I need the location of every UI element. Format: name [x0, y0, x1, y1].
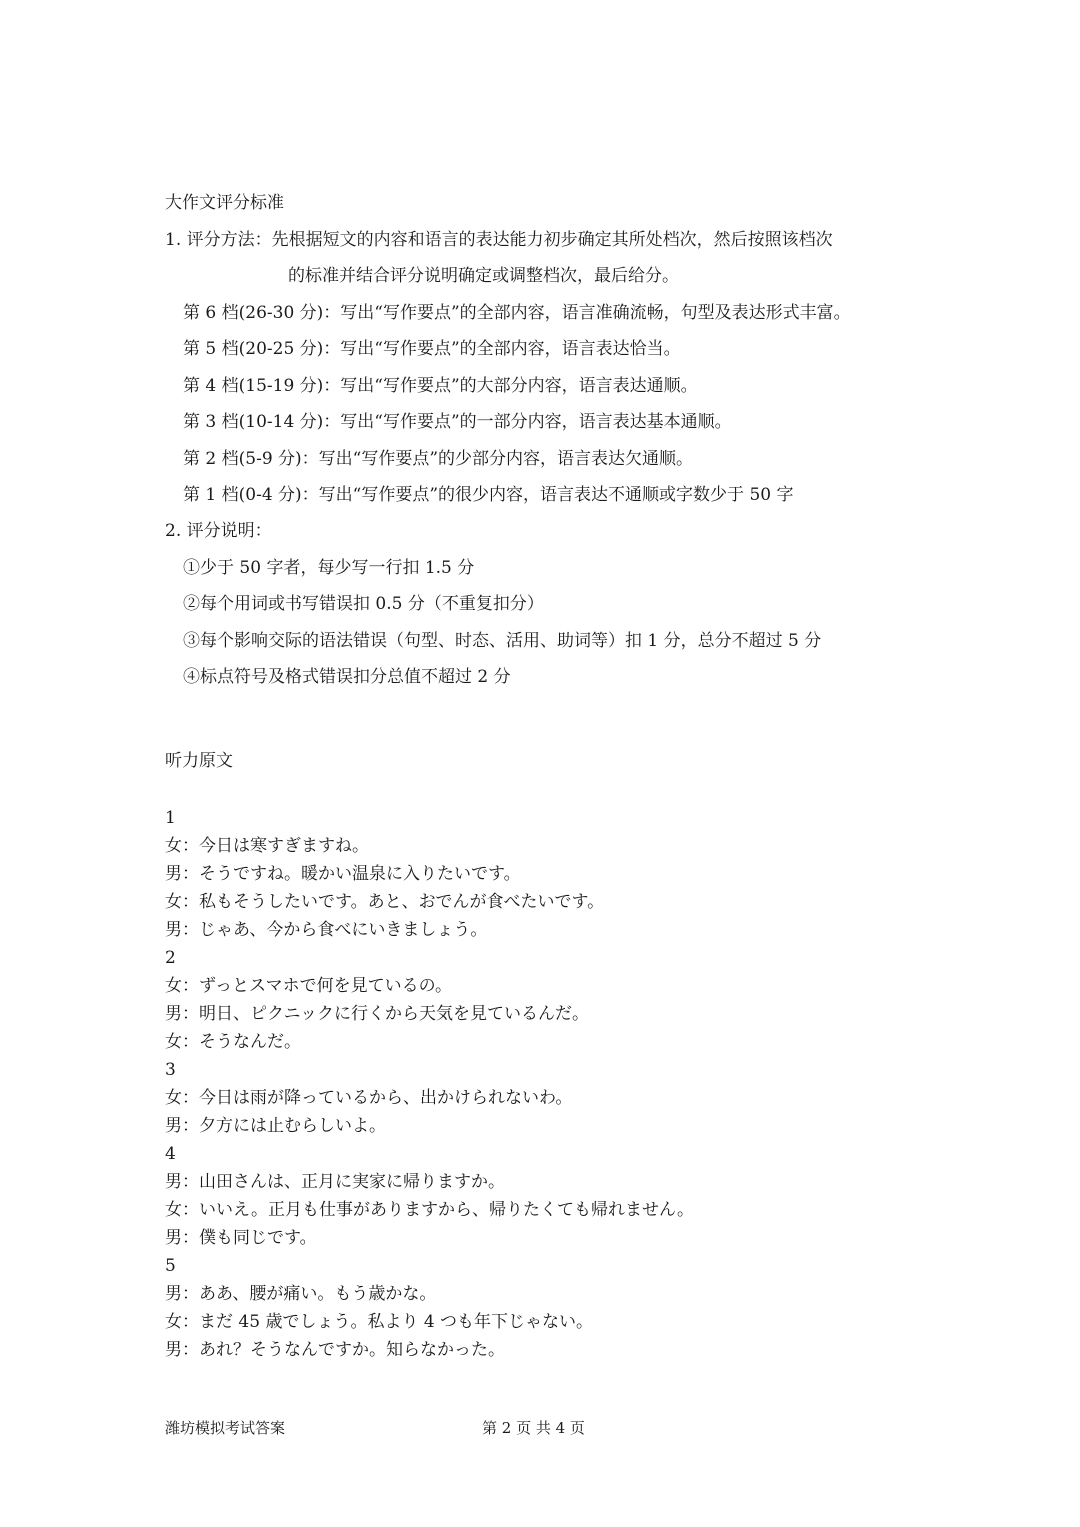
listening-title: 听力原文	[165, 751, 233, 771]
grade-5: 第 5 档(20-25 分)：写出“写作要点”的全部内容，语言表达恰当。	[183, 339, 681, 359]
grade-2: 第 2 档(5-9 分)：写出“写作要点”的少部分内容，语言表达欠通顺。	[183, 449, 694, 469]
listening-line: 4	[165, 1144, 176, 1164]
method-line-1: 1. 评分方法：先根据短文的内容和语言的表达能力初步确定其所处档次，然后按照该档次	[165, 230, 833, 250]
notes-title: 2. 评分说明：	[165, 521, 272, 541]
listening-line: 男：僕も同じです。	[165, 1228, 317, 1248]
listening-line: 男：夕方には止むらしいよ。	[165, 1116, 386, 1136]
listening-line: 女：今日は寒すぎますね。	[165, 836, 369, 856]
listening-line: 男：じゃあ、今から食べにいきましょう。	[165, 920, 488, 940]
note-2: ②每个用词或书写错误扣 0.5 分（不重复扣分）	[183, 594, 544, 614]
listening-line: 3	[165, 1060, 176, 1080]
note-4: ④标点符号及格式错误扣分总值不超过 2 分	[183, 667, 511, 687]
listening-line: 女：ずっとスマホで何を見ているの。	[165, 976, 452, 996]
listening-line: 1	[165, 808, 176, 828]
listening-line: 男：明日、ピクニックに行くから天気を見ているんだ。	[165, 1004, 589, 1024]
listening-line: 女：今日は雨が降っているから、出かけられないわ。	[165, 1088, 573, 1108]
page-number: 第 2 页 共 4 页	[482, 1419, 585, 1437]
listening-line: 男：山田さんは、正月に実家に帰りますか。	[165, 1172, 505, 1192]
grade-6: 第 6 档(26-30 分)：写出“写作要点”的全部内容，语言准确流畅，句型及表达形式丰富。	[183, 303, 851, 323]
listening-line: 2	[165, 948, 176, 968]
listening-line: 男：そうですね。暖かい温泉に入りたいです。	[165, 864, 521, 884]
listening-line: 女：まだ 45 歳でしょう。私より 4 つも年下じゃない。	[165, 1312, 594, 1332]
grade-1: 第 1 档(0-4 分)：写出“写作要点”的很少内容，语言表达不通顺或字数少于 50 字	[183, 485, 794, 505]
listening-line: 女：私もそうしたいです。あと、おでんが食べたいです。	[165, 892, 605, 912]
listening-line: 女：いいえ。正月も仕事がありますから、帰りたくても帰れません。	[165, 1200, 695, 1220]
note-3: ③每个影响交际的语法错误（句型、时态、活用、助词等）扣 1 分，总分不超过 5 分	[183, 631, 822, 651]
method-line-2: 的标准并结合评分说明确定或调整档次，最后给分。	[288, 266, 679, 286]
footer-title: 潍坊模拟考试答案	[165, 1419, 286, 1437]
grade-3: 第 3 档(10-14 分)：写出“写作要点”的一部分内容，语言表达基本通顺。	[183, 412, 732, 432]
listening-line: 男：ああ、腰が痛い。もう歳かな。	[165, 1284, 437, 1304]
listening-line: 男：あれ？そうなんですか。知らなかった。	[165, 1340, 505, 1360]
essay-criteria-title: 大作文评分标准	[165, 193, 284, 213]
note-1: ①少于 50 字者，每少写一行扣 1.5 分	[183, 558, 475, 578]
listening-line: 女：そうなんだ。	[165, 1032, 301, 1052]
listening-line: 5	[165, 1256, 176, 1276]
grade-4: 第 4 档(15-19 分)：写出“写作要点”的大部分内容，语言表达通顺。	[183, 376, 698, 396]
